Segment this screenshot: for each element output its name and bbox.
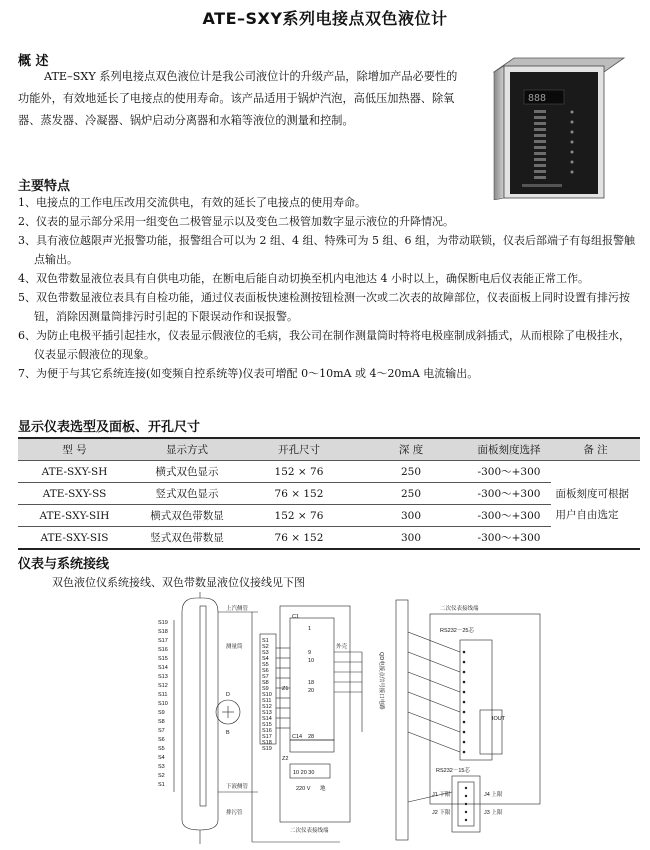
terminal-label: S10	[262, 692, 272, 698]
feature-item: 1、电接点的工作电压改用交流供电，有效的延长了电接点的使用寿命。	[18, 196, 366, 209]
j3-label: J3 上限	[484, 810, 503, 816]
c1-label: C1	[292, 614, 300, 620]
probe-label: S3	[158, 764, 165, 770]
terminal-num: 10	[308, 658, 315, 664]
z1-label: Z1	[282, 686, 289, 692]
cell-scale: -300～+300	[467, 527, 551, 550]
probe-label: S2	[158, 773, 165, 779]
features-heading: 主要特点	[18, 179, 71, 194]
table-row	[18, 461, 640, 483]
terminal-label: S9	[262, 686, 269, 692]
rs232-25-label: RS232－25芯	[440, 628, 474, 634]
wiring-intro: 双色液位仪系统接线、双色带数显液位仪接线见下图	[52, 576, 305, 589]
cell-display: 竖式双色显示	[131, 483, 243, 505]
cell-display: 横式双色显示	[131, 461, 243, 483]
feature-item: 2、仪表的显示部分采用一组变色二极管显示以及变色二极管加数字显示液位的升降情况。	[18, 215, 454, 228]
z2-label: Z2	[282, 756, 289, 762]
column-header: 面板刻度选择	[467, 438, 551, 461]
terminal-label: S15	[262, 722, 272, 728]
terminal-label: S11	[262, 698, 272, 704]
j2-label: J2 下限	[432, 810, 451, 816]
terminal-label: S14	[262, 716, 272, 722]
cell-depth: 250	[355, 461, 467, 483]
cell-model: ATE-SXY-SH	[18, 461, 131, 483]
probe-label: S9	[158, 710, 165, 716]
probe-label: S7	[158, 728, 165, 734]
terminal-label: S1	[262, 638, 269, 644]
lower-pipe-label: 下液侧管	[226, 784, 249, 790]
probe-label: S18	[158, 629, 168, 635]
features-list	[18, 193, 636, 383]
probe-label: S12	[158, 683, 168, 689]
j4-label: J4 上限	[484, 792, 503, 798]
measuring-tube-label: 测量筒	[226, 644, 243, 650]
cell-cutout: 76 × 152	[243, 527, 355, 550]
cell-cutout: 152 × 76	[243, 461, 355, 483]
terminal-label: S4	[262, 656, 269, 662]
cell-model: ATE-SXY-SIH	[18, 505, 131, 527]
cell-scale: -300～+300	[467, 505, 551, 527]
upper-pipe-label: 上汽侧管	[226, 606, 249, 612]
terminal-label: S6	[262, 668, 269, 674]
feature-item: 3、具有液位越限声光报警功能，报警组合可以为 2 组、4 组、特殊可为 5 组、6 组，为带动联锁，仪表后部端子有每组报警触点输出。	[18, 234, 635, 266]
b-label: B	[226, 730, 230, 736]
cell-scale: -300～+300	[467, 461, 551, 483]
terminal-num: 9	[308, 650, 312, 656]
rs232-15-label: RS232－15芯	[436, 768, 470, 774]
secondary-terminal-left-label: 二次仪表接线端	[290, 828, 329, 834]
c14-label: C14	[292, 734, 303, 740]
cell-cutout: 152 × 76	[243, 505, 355, 527]
terminal-num: 18	[308, 680, 315, 686]
cell-scale: -300～+300	[467, 483, 551, 505]
note-text: 面板刻度可根据用户自由选定	[555, 487, 629, 521]
terminal-label: S18	[262, 740, 272, 746]
wiring-diagram	[140, 592, 550, 850]
probe-label: S1	[158, 782, 165, 788]
probe-label: S10	[158, 701, 168, 707]
table-row	[18, 505, 640, 527]
table-row	[18, 527, 640, 550]
cell-model: ATE-SXY-SS	[18, 483, 131, 505]
column-header: 显示方式	[131, 438, 243, 461]
terminal-label: S12	[262, 704, 272, 710]
overview-heading: 概 述	[18, 54, 49, 69]
terminal-label: S2	[262, 644, 269, 650]
terminal-label: S8	[262, 680, 269, 686]
feature-item: 6、为防止电极平插引起挂水，仪表显示假液位的毛病，我公司在制作测量筒时特将电极座制成斜插式，从而根除了电极挂水，仪表显示假液位的现象。	[18, 329, 630, 361]
overview-text: ATE–SXY 系列电接点双色液位计是我公司液位计的升级产品，除增加产品必要性的功能外，有效地延长了电接点的使用寿命。该产品适用于锅炉汽泡，高低压加热器、除氧器、蒸发器、冷凝器、锅炉启动分离器和水箱等液位的测量和控制。	[18, 70, 458, 127]
terminal-label: S7	[262, 674, 269, 680]
device-image	[474, 50, 634, 200]
terminal-label: S13	[262, 710, 272, 716]
cell-display: 横式双色带数显	[131, 505, 243, 527]
selection-table	[18, 437, 640, 550]
j1-label: J1 下限	[432, 792, 451, 798]
ground-label: 地	[320, 786, 326, 792]
terminal-label: S16	[262, 728, 272, 734]
cell-cutout: 76 × 152	[243, 483, 355, 505]
probe-label: S15	[158, 656, 168, 662]
z2-terminals: 10 20 30	[293, 770, 315, 776]
probe-label: S13	[158, 674, 168, 680]
wiring-heading: 仪表与系统接线	[18, 557, 110, 572]
alarm-label: 外壳	[336, 644, 348, 650]
d-label: D	[226, 692, 230, 698]
svg-text:888: 888	[528, 93, 547, 104]
terminal-num: 20	[308, 688, 315, 694]
table-row	[18, 483, 640, 505]
column-header: 型 号	[18, 438, 131, 461]
drain-pipe-label: 排污管	[226, 810, 243, 816]
terminal-num: 28	[308, 734, 315, 740]
cell-depth: 300	[355, 527, 467, 550]
iout-label: IOUT	[492, 716, 506, 722]
probe-label: S16	[158, 647, 168, 653]
column-header: 深 度	[355, 438, 467, 461]
cell-model: ATE-SXY-SIS	[18, 527, 131, 550]
feature-item: 4、双色带数显液位表具有自供电功能，在断电后能自动切换至机内电池达 4 小时以上，确保断电后仪表能正常工作。	[18, 272, 589, 285]
feature-item: 7、为便于与其它系统连接(如变频自控系统等)仪表可增配 0～10mA 或 4～20mA 电流输出。	[18, 367, 479, 380]
probe-label: S11	[158, 692, 168, 698]
interface-vertical-label: QD电接点信号接口电路	[378, 652, 384, 710]
terminal-label: S5	[262, 662, 269, 668]
terminal-num: 1	[308, 626, 312, 632]
cell-depth: 300	[355, 505, 467, 527]
probe-label: S19	[158, 620, 168, 626]
page-title: ATE–SXY系列电接点双色液位计	[202, 9, 448, 28]
probe-label: S8	[158, 719, 165, 725]
voltage-label: 220 V	[296, 786, 311, 792]
selection-heading: 显示仪表选型及面板、开孔尺寸	[18, 420, 201, 435]
probe-label: S4	[158, 755, 165, 761]
terminal-label: S3	[262, 650, 269, 656]
feature-item: 5、双色带数显液位表具有自检功能，通过仪表面板快速检测按钮检测一次或二次表的故障部位，仪表面板上同时设置有排污按钮，消除因测量筒排污时引起的下限误动作和误报警。	[18, 291, 630, 323]
probe-label: S14	[158, 665, 168, 671]
probe-label: S6	[158, 737, 165, 743]
terminal-label: S19	[262, 746, 272, 752]
cell-display: 竖式双色带数显	[131, 527, 243, 550]
column-header: 开孔尺寸	[243, 438, 355, 461]
cell-depth: 250	[355, 483, 467, 505]
probe-label: S17	[158, 638, 168, 644]
column-header: 备 注	[551, 438, 640, 461]
terminal-label: S17	[262, 734, 272, 740]
cell-note	[551, 461, 640, 550]
secondary-terminal-right-label: 二次仪表接线端	[440, 606, 479, 612]
probe-label: S5	[158, 746, 165, 752]
